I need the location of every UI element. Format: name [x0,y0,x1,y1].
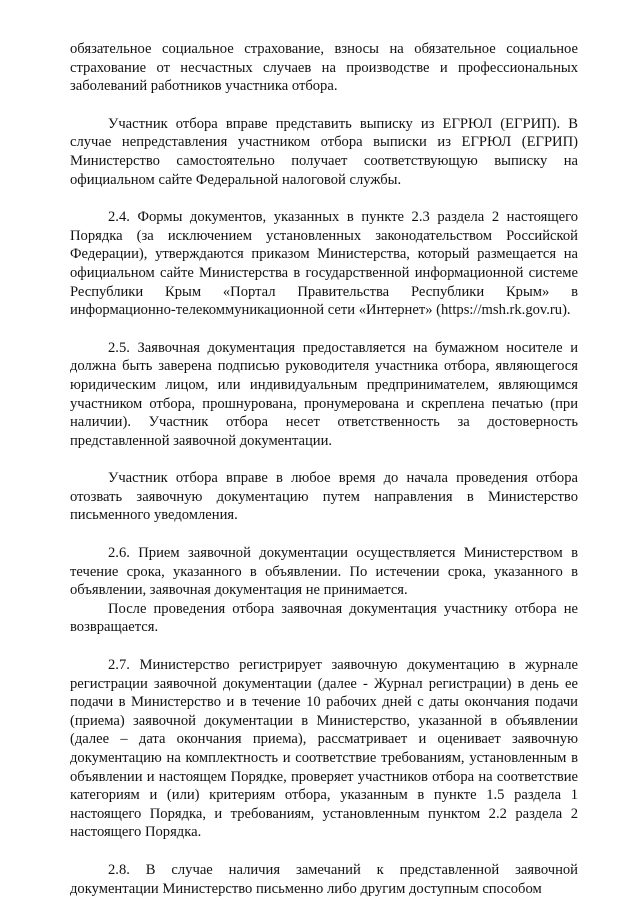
paragraph-2-5: 2.5. Заявочная документация предоставляется на бумажном носителе и должна быть заверена подписью руководителя участника отбора, являющегося юридическим лицом, или индивидуальным предпринимателем, являющимся участником отбора, прошнурована, пронумерована и скреплена печатью (при наличии). Участник отбора несет ответственность за достоверность представленной заявочной документации. [70,339,578,449]
paragraph-2-6: 2.6. Прием заявочной документации осуществляется Министерством в течение срока, указанного в объявлении. По истечении срока, указанного в объявлении, заявочная документация не принимается. [70,545,578,599]
paragraph-insurance-contributions: обязательное социальное страхование, взносы на обязательное социальное страхование от несчастных случаев на производстве и профессиональных заболеваний работников участника отбора. [70,41,578,95]
document-page [70,40,578,898]
paragraph-no-return: После проведения отбора заявочная документация участнику отбора не возвращается. [70,600,578,636]
paragraph-2-8: 2.8. В случае наличия замечаний к представленной заявочной документации Министерство письменно либо другим доступным способом [70,861,578,897]
paragraph-egrul-extract: Участник отбора вправе представить выписку из ЕГРЮЛ (ЕГРИП). В случае непредставления участником отбора выписки из ЕГРЮЛ (ЕГРИП) Министерство самостоятельно получает соответствующую выписку на официальном сайте Федеральной налоговой службы. [70,115,578,188]
paragraph-2-7: 2.7. Министерство регистрирует заявочную документацию в журнале регистрации заявочной документации (далее - Журнал регистрации) в день ее подачи в Министерство и в течение 10 рабочих дней с даты окончания подачи (приема) заявочной документации в Министерство, указанной в объявлении (далее – дата окончания приема), рассматривает и оценивает заявочную документацию на комплектность и соответствие требованиям, установленным в объявлении и настоящем Порядке, проверяет участников отбора на соответствие категориям и (или) критериям отбора, указанным в пункте 1.5 раздела 1 настоящего Порядка, и требованиям, установленным пунктом 2.2 раздела 2 настоящего Порядка. [70,657,578,841]
paragraph-2-4: 2.4. Формы документов, указанных в пункте 2.3 раздела 2 настоящего Порядка (за исключением установленных законодательством Российской Федерации), утверждаются приказом Министерства, который размещается на официальном сайте Министерства в государственной информационной системе Республики Крым «Портал Правительства Республики Крым» в информационно-телекоммуникационной сети «Интернет» (https://msh.rk.gov.ru). [70,209,578,319]
paragraph-withdraw-application: Участник отбора вправе в любое время до начала проведения отбора отозвать заявочную документацию путем направления в Министерство письменного уведомления. [70,470,578,524]
